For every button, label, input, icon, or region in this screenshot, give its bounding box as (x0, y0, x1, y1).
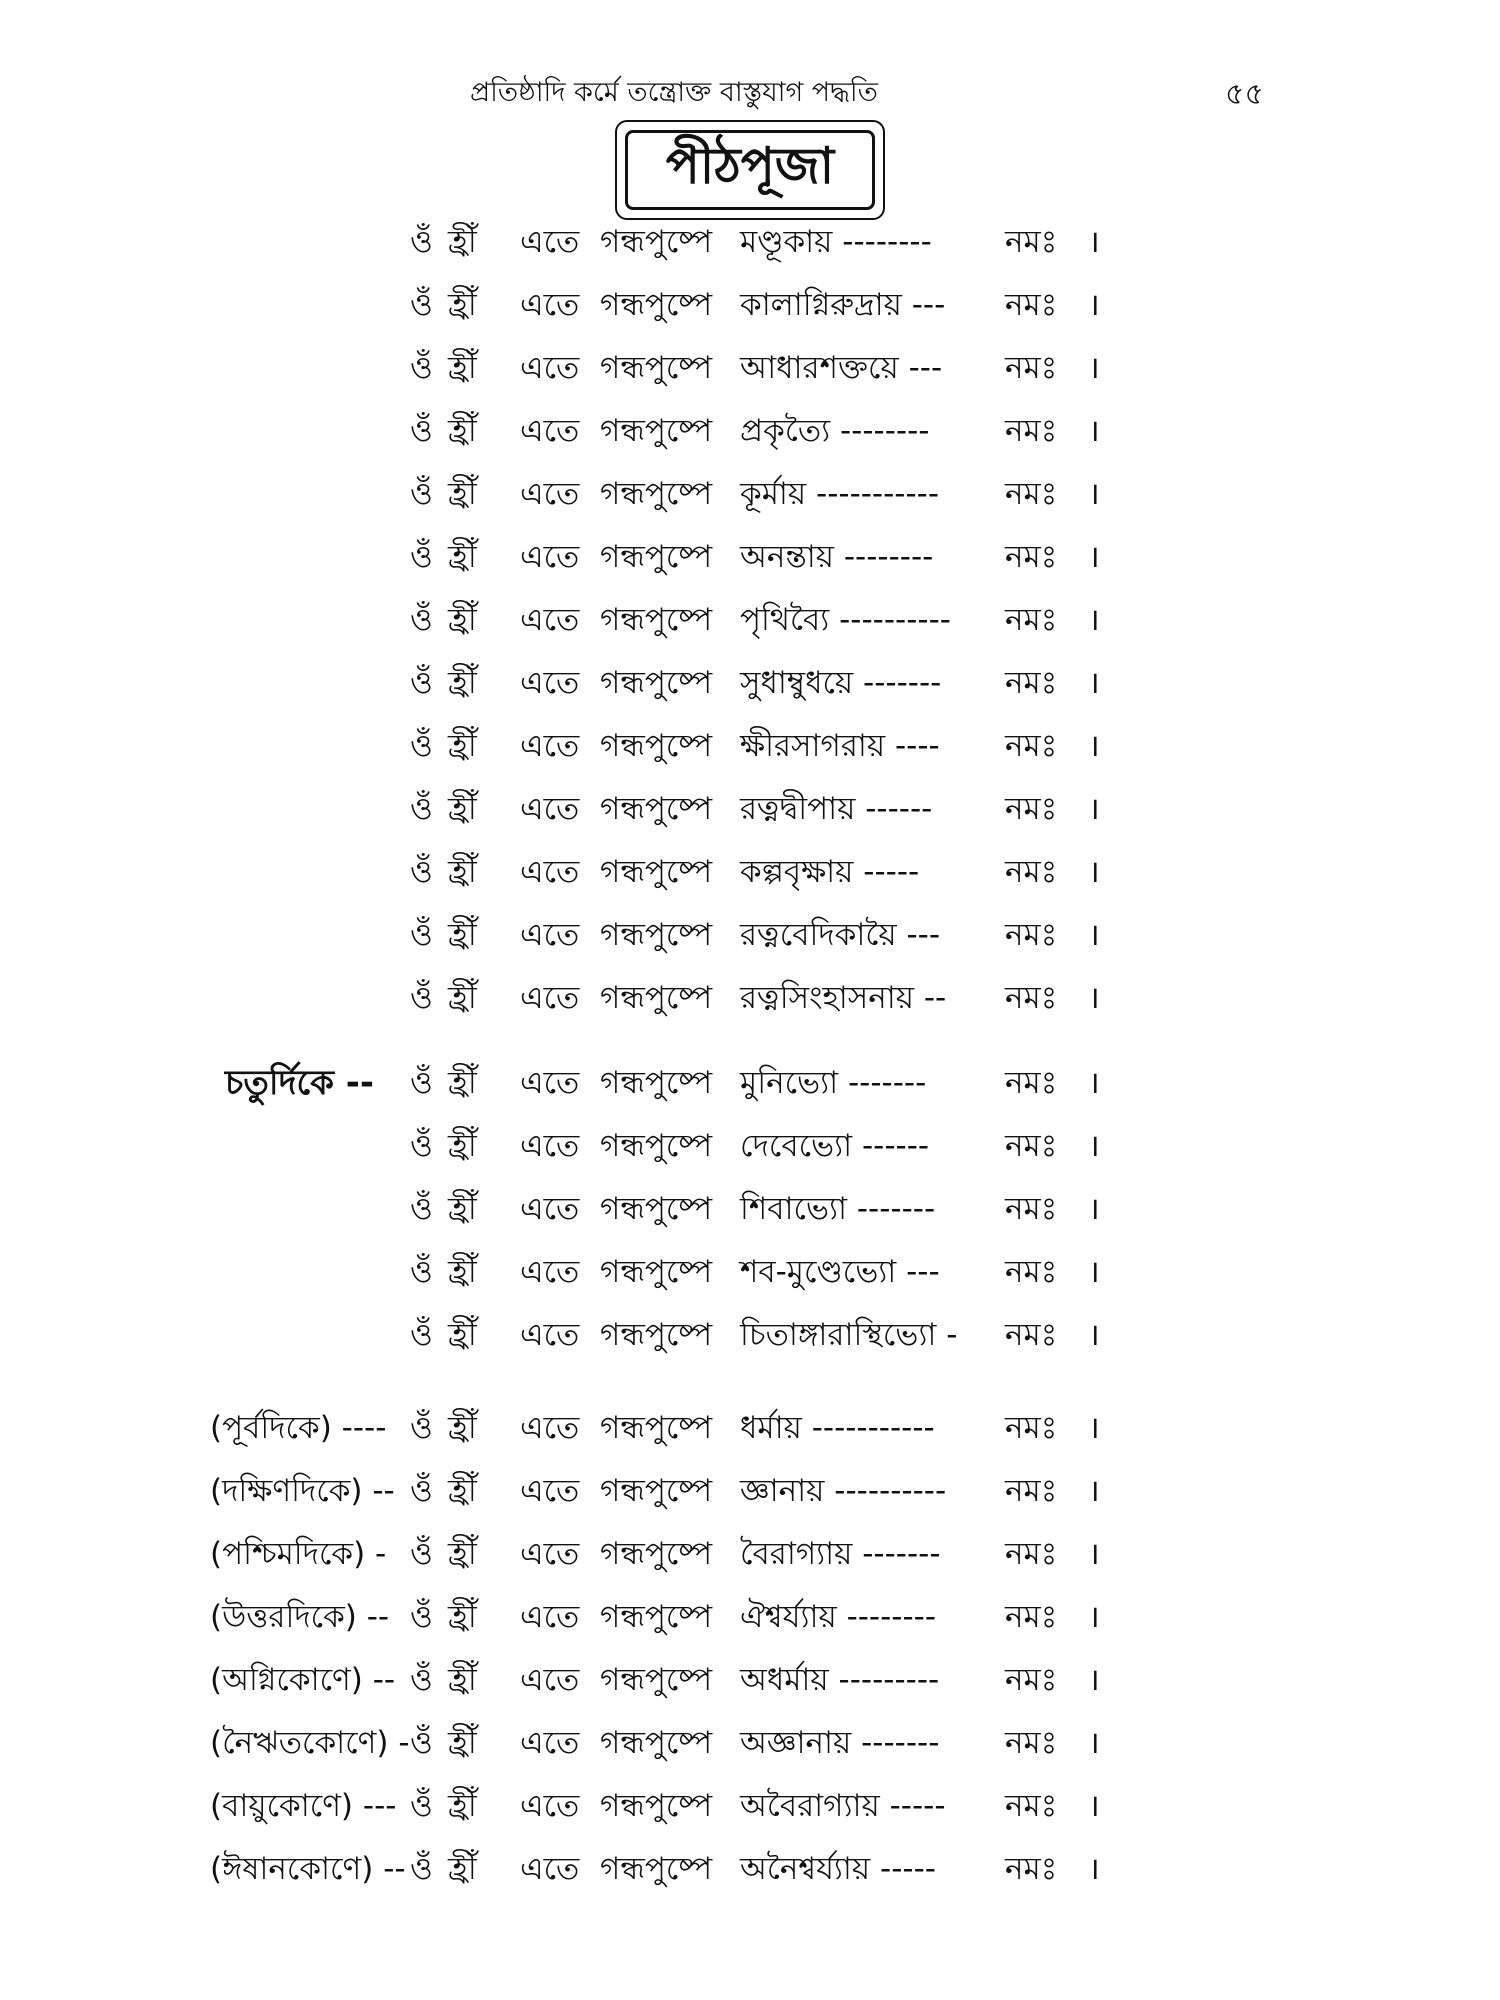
direction-label: (পশ্চিমদিকে) - (210, 1536, 387, 1572)
ete-word: এতে (520, 413, 580, 449)
namah-word: নমঃ (1005, 854, 1058, 890)
direction-label: (উত্তরদিকে) -- (210, 1599, 390, 1635)
om-syllable: ওঁ (410, 413, 433, 449)
hrim-bija: হ্রীঁ (448, 1788, 477, 1824)
namah-word: নমঃ (1005, 917, 1058, 953)
namah-word: নমঃ (1005, 1254, 1058, 1290)
hrim-bija: হ্রীঁ (448, 1599, 477, 1635)
mantra-row (0, 657, 1500, 709)
gandhapushpe-word: গন্ধপুষ্পে (600, 1662, 713, 1698)
danda-mark: । (1088, 917, 1100, 953)
om-syllable: ওঁ (410, 1317, 433, 1353)
namah-word: নমঃ (1005, 1725, 1058, 1761)
gandhapushpe-word: গন্ধপুষ্পে (600, 413, 713, 449)
hrim-bija: হ্রীঁ (448, 1851, 477, 1887)
ete-word: এতে (520, 728, 580, 764)
ete-word: এতে (520, 224, 580, 260)
ete-word: এতে (520, 1254, 580, 1290)
danda-mark: । (1088, 1191, 1100, 1227)
namah-word: নমঃ (1005, 791, 1058, 827)
deity-name: ধর্মায় ----------- (740, 1410, 935, 1446)
gandhapushpe-word: গন্ধপুষ্পে (600, 728, 713, 764)
ete-word: এতে (520, 350, 580, 386)
gandhapushpe-word: গন্ধপুষ্পে (600, 1599, 713, 1635)
hrim-bija: হ্রীঁ (448, 665, 477, 701)
namah-word: নমঃ (1005, 1317, 1058, 1353)
deity-name: প্রকৃত্যৈ -------- (740, 413, 930, 449)
danda-mark: । (1088, 854, 1100, 890)
deity-name: বৈরাগ্যায় ------- (740, 1536, 941, 1572)
mantra-row (0, 1591, 1500, 1643)
danda-mark: । (1088, 728, 1100, 764)
namah-word: নমঃ (1005, 1851, 1058, 1887)
gandhapushpe-word: গন্ধপুষ্পে (600, 224, 713, 260)
om-syllable: ওঁ (410, 1254, 433, 1290)
hrim-bija: হ্রীঁ (448, 854, 477, 890)
ete-word: এতে (520, 602, 580, 638)
mantra-row (0, 1843, 1500, 1895)
danda-mark: । (1088, 1317, 1100, 1353)
deity-name: জ্ঞানায় ---------- (740, 1473, 947, 1509)
danda-mark: । (1088, 224, 1100, 260)
gandhapushpe-word: গন্ধপুষ্পে (600, 602, 713, 638)
hrim-bija: হ্রীঁ (448, 1254, 477, 1290)
hrim-bija: হ্রীঁ (448, 728, 477, 764)
mantra-row (0, 909, 1500, 961)
danda-mark: । (1088, 1128, 1100, 1164)
om-syllable: ওঁ (410, 1536, 433, 1572)
namah-word: নমঃ (1005, 602, 1058, 638)
ete-word: এতে (520, 1410, 580, 1446)
deity-name: অনৈশ্বর্য্যায় ----- (740, 1851, 936, 1887)
namah-word: নমঃ (1005, 1788, 1058, 1824)
deity-name: ঐশ্বর্য্যায় -------- (740, 1599, 937, 1635)
mantra-row (0, 1246, 1500, 1298)
namah-word: নমঃ (1005, 539, 1058, 575)
danda-mark: । (1088, 476, 1100, 512)
deity-name: রত্নবেদিকায়ৈ --- (740, 917, 941, 953)
om-syllable: ওঁ (410, 1851, 433, 1887)
deity-name: মণ্ডূকায় -------- (740, 224, 932, 260)
mantra-row (0, 1120, 1500, 1172)
gandhapushpe-word: গন্ধপুষ্পে (600, 1788, 713, 1824)
mantra-row (0, 1183, 1500, 1235)
gandhapushpe-word: গন্ধপুষ্পে (600, 287, 713, 323)
ete-word: এতে (520, 1191, 580, 1227)
namah-word: নমঃ (1005, 287, 1058, 323)
namah-word: নমঃ (1005, 980, 1058, 1016)
danda-mark: । (1088, 665, 1100, 701)
direction-label: (বায়ুকোণে) --- (210, 1788, 397, 1824)
ete-word: এতে (520, 1599, 580, 1635)
gandhapushpe-word: গন্ধপুষ্পে (600, 1191, 713, 1227)
hrim-bija: হ্রীঁ (448, 224, 477, 260)
danda-mark: । (1088, 1410, 1100, 1446)
ete-word: এতে (520, 476, 580, 512)
hrim-bija: হ্রীঁ (448, 1317, 477, 1353)
mantra-row (0, 594, 1500, 646)
namah-word: নমঃ (1005, 1536, 1058, 1572)
om-syllable: ওঁ (410, 665, 433, 701)
danda-mark: । (1088, 602, 1100, 638)
hrim-bija: হ্রীঁ (448, 1662, 477, 1698)
deity-name: আধারশক্তয়ে --- (740, 350, 943, 386)
danda-mark: । (1088, 1662, 1100, 1698)
danda-mark: । (1088, 791, 1100, 827)
hrim-bija: হ্রীঁ (448, 1065, 477, 1101)
danda-mark: । (1088, 287, 1100, 323)
om-syllable: ওঁ (410, 1410, 433, 1446)
hrim-bija: হ্রীঁ (448, 350, 477, 386)
mantra-row (0, 1717, 1500, 1769)
direction-label: চতুর্দিকে -- (225, 1063, 374, 1103)
danda-mark: । (1088, 1788, 1100, 1824)
gandhapushpe-word: গন্ধপুষ্পে (600, 854, 713, 890)
om-syllable: ওঁ (410, 476, 433, 512)
danda-mark: । (1088, 1254, 1100, 1290)
om-syllable: ওঁ (410, 791, 433, 827)
ete-word: এতে (520, 917, 580, 953)
gandhapushpe-word: গন্ধপুষ্পে (600, 791, 713, 827)
mantra-row (0, 216, 1500, 268)
mantra-row (0, 1528, 1500, 1580)
gandhapushpe-word: গন্ধপুষ্পে (600, 665, 713, 701)
mantra-row (0, 279, 1500, 331)
deity-name: দেবেভ্যো ------ (740, 1128, 930, 1164)
direction-label: (পূর্বদিকে) ---- (210, 1410, 387, 1446)
mantra-row (0, 405, 1500, 457)
hrim-bija: হ্রীঁ (448, 1536, 477, 1572)
mantra-row (0, 1465, 1500, 1517)
danda-mark: । (1088, 1599, 1100, 1635)
mantra-row (0, 972, 1500, 1024)
om-syllable: ওঁ (410, 1473, 433, 1509)
gandhapushpe-word: গন্ধপুষ্পে (600, 1254, 713, 1290)
gandhapushpe-word: গন্ধপুষ্পে (600, 350, 713, 386)
ete-word: এতে (520, 980, 580, 1016)
namah-word: নমঃ (1005, 1662, 1058, 1698)
mantra-row (0, 1654, 1500, 1706)
hrim-bija: হ্রীঁ (448, 1410, 477, 1446)
hrim-bija: হ্রীঁ (448, 791, 477, 827)
gandhapushpe-word: গন্ধপুষ্পে (600, 917, 713, 953)
ete-word: এতে (520, 1788, 580, 1824)
danda-mark: । (1088, 539, 1100, 575)
page-number: ৫৫ (1225, 77, 1264, 112)
mantra-row (0, 468, 1500, 520)
mantra-row (0, 1402, 1500, 1454)
gandhapushpe-word: গন্ধপুষ্পে (600, 1851, 713, 1887)
mantra-row (0, 1780, 1500, 1832)
om-syllable: ওঁ (410, 1128, 433, 1164)
om-syllable: ওঁ (410, 980, 433, 1016)
danda-mark: । (1088, 1851, 1100, 1887)
gandhapushpe-word: গন্ধপুষ্পে (600, 476, 713, 512)
ete-word: এতে (520, 1851, 580, 1887)
ete-word: এতে (520, 539, 580, 575)
ete-word: এতে (520, 287, 580, 323)
hrim-bija: হ্রীঁ (448, 1128, 477, 1164)
mantra-row (0, 531, 1500, 583)
om-syllable: ওঁ (410, 728, 433, 764)
gandhapushpe-word: গন্ধপুষ্পে (600, 539, 713, 575)
mantra-row (0, 1309, 1500, 1361)
deity-name: কূর্মায় ----------- (740, 476, 940, 512)
hrim-bija: হ্রীঁ (448, 602, 477, 638)
danda-mark: । (1088, 1065, 1100, 1101)
hrim-bija: হ্রীঁ (448, 539, 477, 575)
om-syllable: ওঁ (410, 539, 433, 575)
mantra-row (0, 720, 1500, 772)
direction-label: (ঈষানকোণে) -- (210, 1851, 406, 1887)
namah-word: নমঃ (1005, 665, 1058, 701)
hrim-bija: হ্রীঁ (448, 1191, 477, 1227)
gandhapushpe-word: গন্ধপুষ্পে (600, 1128, 713, 1164)
ete-word: এতে (520, 665, 580, 701)
namah-word: নমঃ (1005, 1191, 1058, 1227)
gandhapushpe-word: গন্ধপুষ্পে (600, 1317, 713, 1353)
om-syllable: ওঁ (410, 1065, 433, 1101)
running-title: প্রতিষ্ঠাদি কর্মে তন্ত্রোক্ত বাস্তুযাগ পদ্ধতি (470, 77, 878, 108)
om-syllable: ওঁ (410, 1662, 433, 1698)
danda-mark: । (1088, 980, 1100, 1016)
om-syllable: ওঁ (410, 287, 433, 323)
hrim-bija: হ্রীঁ (448, 287, 477, 323)
namah-word: নমঃ (1005, 476, 1058, 512)
ete-word: এতে (520, 1536, 580, 1572)
hrim-bija: হ্রীঁ (448, 1725, 477, 1761)
hrim-bija: হ্রীঁ (448, 1473, 477, 1509)
om-syllable: ওঁ (410, 350, 433, 386)
direction-label: (নৈঋতকোণে) - (210, 1725, 410, 1761)
danda-mark: । (1088, 413, 1100, 449)
page-title: পীঠপূজা (665, 136, 835, 195)
deity-name: সুধাম্বুধয়ে ------- (740, 665, 942, 701)
mantra-row (0, 1057, 1500, 1109)
mantra-row (0, 846, 1500, 898)
namah-word: নমঃ (1005, 1410, 1058, 1446)
ete-word: এতে (520, 1065, 580, 1101)
ete-word: এতে (520, 1473, 580, 1509)
ete-word: এতে (520, 1128, 580, 1164)
gandhapushpe-word: গন্ধপুষ্পে (600, 1410, 713, 1446)
om-syllable: ওঁ (410, 224, 433, 260)
deity-name: রত্নসিংহাসনায় -- (740, 980, 947, 1016)
gandhapushpe-word: গন্ধপুষ্পে (600, 1065, 713, 1101)
danda-mark: । (1088, 1725, 1100, 1761)
direction-label: (অগ্নিকোণে) -- (210, 1662, 396, 1698)
deity-name: শিবাভ্যো ------- (740, 1191, 936, 1227)
ete-word: এতে (520, 1317, 580, 1353)
ete-word: এতে (520, 1725, 580, 1761)
danda-mark: । (1088, 1536, 1100, 1572)
om-syllable: ওঁ (410, 1725, 433, 1761)
hrim-bija: হ্রীঁ (448, 917, 477, 953)
mantra-row (0, 342, 1500, 394)
deity-name: চিতাঙ্গারাস্থিভ্যো - (740, 1317, 958, 1353)
om-syllable: ওঁ (410, 917, 433, 953)
om-syllable: ওঁ (410, 854, 433, 890)
namah-word: নমঃ (1005, 1065, 1058, 1101)
deity-name: মুনিভ্যো ------- (740, 1065, 927, 1101)
deity-name: অনন্তায় -------- (740, 539, 934, 575)
namah-word: নমঃ (1005, 1599, 1058, 1635)
danda-mark: । (1088, 1473, 1100, 1509)
hrim-bija: হ্রীঁ (448, 413, 477, 449)
danda-mark: । (1088, 350, 1100, 386)
ete-word: এতে (520, 854, 580, 890)
ete-word: এতে (520, 791, 580, 827)
deity-name: কল্পবৃক্ষায় ----- (740, 854, 920, 890)
deity-name: ক্ষীরসাগরায় ---- (740, 728, 940, 764)
namah-word: নমঃ (1005, 1128, 1058, 1164)
deity-name: কালাগ্নিরুদ্রায় --- (740, 287, 946, 323)
gandhapushpe-word: গন্ধপুষ্পে (600, 1473, 713, 1509)
gandhapushpe-word: গন্ধপুষ্পে (600, 980, 713, 1016)
deity-name: অজ্ঞানায় ------- (740, 1725, 940, 1761)
namah-word: নমঃ (1005, 350, 1058, 386)
deity-name: অধর্মায় --------- (740, 1662, 940, 1698)
om-syllable: ওঁ (410, 1191, 433, 1227)
deity-name: পৃথিব্যৈ ---------- (740, 602, 951, 638)
mantra-row (0, 783, 1500, 835)
ete-word: এতে (520, 1662, 580, 1698)
namah-word: নমঃ (1005, 224, 1058, 260)
namah-word: নমঃ (1005, 1473, 1058, 1509)
namah-word: নমঃ (1005, 413, 1058, 449)
om-syllable: ওঁ (410, 1599, 433, 1635)
deity-name: রত্নদ্বীপায় ------ (740, 791, 933, 827)
deity-name: অবৈরাগ্যায় ----- (740, 1788, 946, 1824)
hrim-bija: হ্রীঁ (448, 476, 477, 512)
om-syllable: ওঁ (410, 1788, 433, 1824)
direction-label: (দক্ষিণদিকে) -- (210, 1473, 395, 1509)
om-syllable: ওঁ (410, 602, 433, 638)
hrim-bija: হ্রীঁ (448, 980, 477, 1016)
gandhapushpe-word: গন্ধপুষ্পে (600, 1725, 713, 1761)
gandhapushpe-word: গন্ধপুষ্পে (600, 1536, 713, 1572)
namah-word: নমঃ (1005, 728, 1058, 764)
deity-name: শব-মুণ্ডেভ্যো --- (740, 1254, 940, 1290)
